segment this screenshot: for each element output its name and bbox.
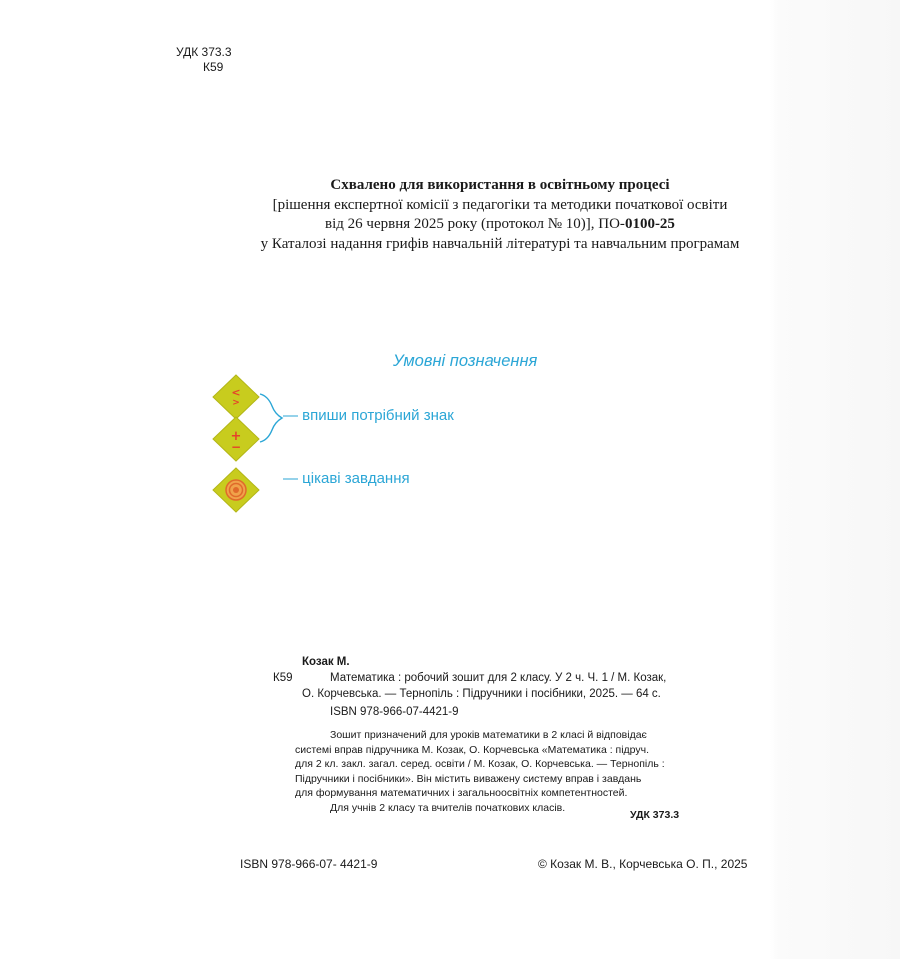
compare-glyph: < (231, 386, 241, 399)
biblio-annotation: Зошит призначений для уроків математики в 2 класі й відповідає системі вправ підручника М. Козак, О. Корчевська «Математика : підруч. для 2 кл. закл. загал. серед. освіти / М. Козак, О. Корчевська. — Тернопіль : Підручники і посібники». Він містить виважену систему вправ і завдань для формування математичних і загальноосвітніх компетентностей. Для учнів 2 класу та вчителів початкових класів. (295, 728, 715, 815)
approval-code: 0100-25 (624, 216, 675, 232)
legend-interesting-text: — цікаві завдання (283, 470, 410, 487)
approval-notice (200, 176, 800, 254)
approval-decision: [рішення експертної комісії з педагогіки та методики початкової освіти (272, 196, 728, 213)
plus-minus-icon (212, 416, 260, 462)
minus-glyph: − (230, 440, 242, 454)
target-icon (212, 467, 260, 513)
approval-heading: Схвалено для використання в освітньому процесі (330, 177, 670, 193)
biblio-audience: Для учнів 2 класу та вчителів початкових класів. (330, 801, 566, 814)
approval-date-line: від 26 червня 2025 року (протокол № 10)], ПО-0100-25 (325, 216, 675, 232)
page-edge-shadow (770, 0, 900, 959)
brace-icon (258, 392, 284, 444)
footer-copyright: © Козак М. В., Корчевська О. П., 2025 (538, 857, 748, 871)
library-index: К59 (203, 60, 224, 74)
plus-glyph: + (230, 429, 242, 444)
legend-sign-text: — впиши потрібний знак (283, 407, 454, 424)
legend-title: Умовні позначення (393, 352, 538, 370)
approval-catalog: у Каталозі надання грифів навчальній літературі та навчальним програмам (260, 235, 740, 252)
biblio-isbn: ISBN 978-966-07-4421-9 (330, 706, 459, 718)
biblio-udk: УДК 373.3 (630, 809, 680, 821)
footer-isbn: ISBN 978-966-07- 4421-9 (240, 857, 378, 871)
udk-code: УДК 373.3 (176, 45, 232, 59)
biblio-author: Козак М. (302, 656, 350, 668)
biblio-index: К59 (273, 672, 293, 684)
compare-signs-icon (212, 374, 260, 420)
biblio-publisher-line: О. Корчевська. — Тернопіль : Підручники і посібники, 2025. — 64 с. (302, 688, 661, 700)
biblio-title-line: Математика : робочий зошит для 2 класу. У 2 ч. Ч. 1 / М. Козак, (330, 672, 667, 684)
udk-classification-top (176, 45, 232, 75)
compare-glyph-2: > (232, 398, 240, 408)
